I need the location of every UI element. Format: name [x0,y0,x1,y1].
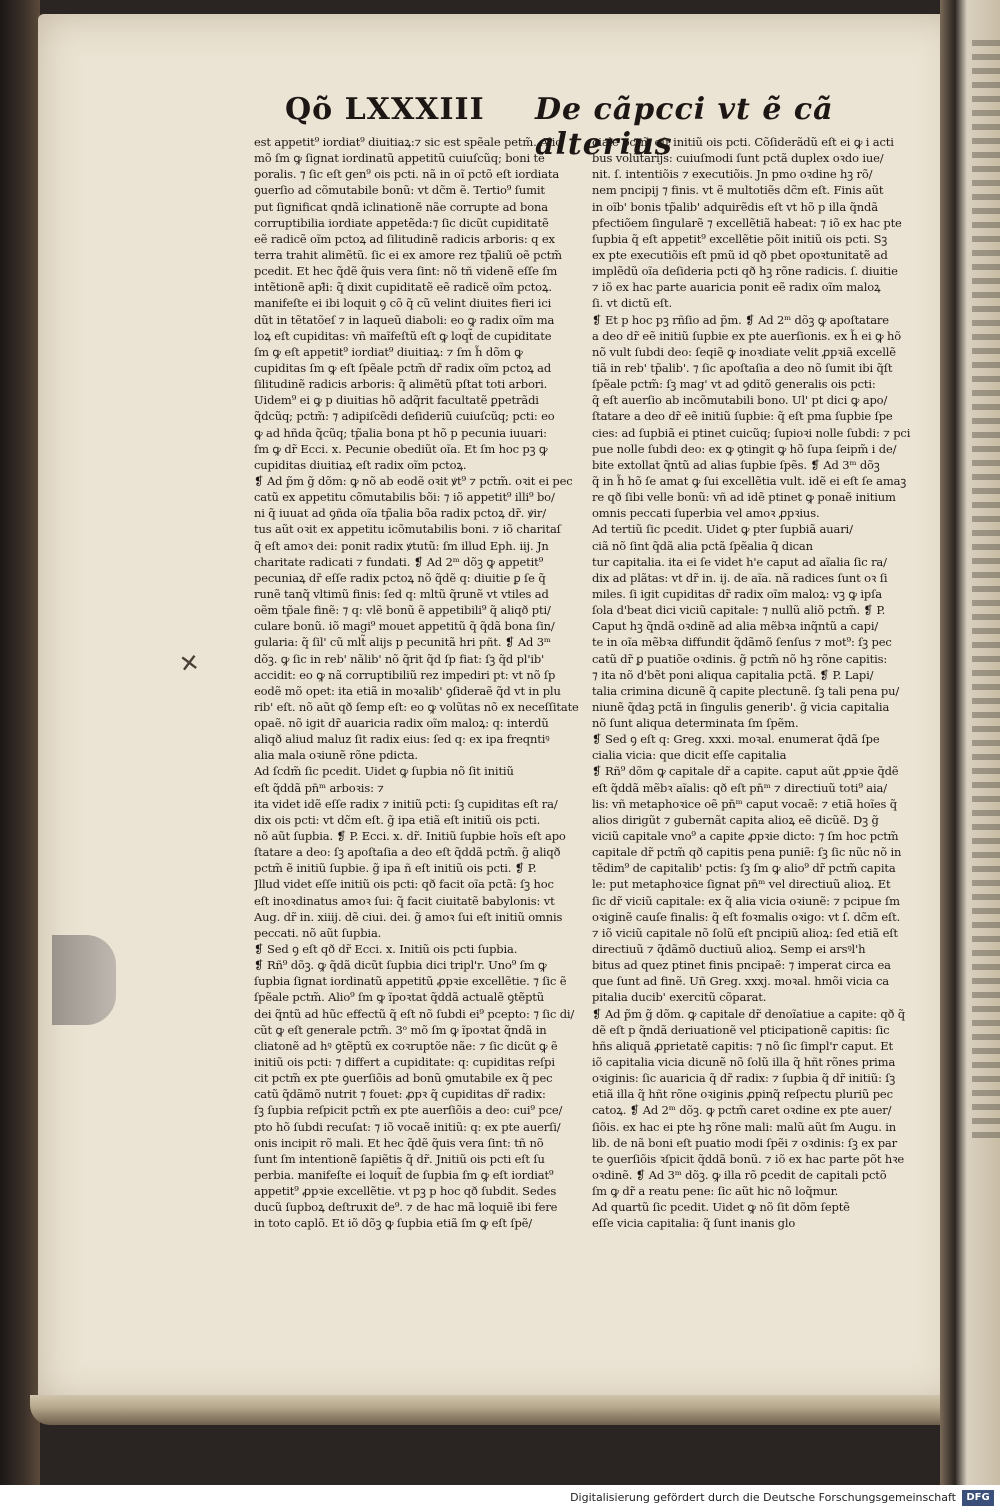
text-line: poralis. ⁊ ſic eſt gen⁹ ois pcti. nã in oĩ pctõ eſt iordiata [254,167,560,182]
text-line: ſpẽale pctm̃. Alio⁹ ſm ꝙ ĩpoꝛtat q̃ddã actualẽ ꝯtẽptũ [254,990,545,1005]
text-line: peccati. nõ aũt ſupbia. [254,925,382,940]
text-line: ciale pctm̃ eſt initiũ ois pcti. Cõſiderãdũ eſt ei ꝙ i acti [592,135,894,149]
text-line: dei q̃ntũ ad hũc effectũ q̃ eſt nõ ſubdi ei⁹ pcepto: ⁊ ſic di/ [254,1006,575,1021]
text-line: nõ ſunt aliqua determinata ſm ſpẽm. [592,716,799,731]
text-line: est appetit⁹ iordiat⁹ diuitiaꝝ:⁊ sic est spẽale petm̃. Alio [254,135,563,149]
dfg-logo: DFG [962,1490,994,1506]
text-line: ſꝫ ſupbia reſpicit pctm̃ ex pte auerſiõis a deo: cui⁹ pce/ [254,1103,563,1118]
text-line: eodẽ mõ opet: ita etiã in moꝛalib' ꝯſideraẽ q̃d vt in plu [254,683,561,698]
text-line: ⁊ ita nõ d'bẽt poni aliqua capitalia pctã. ❡ P. Lapi/ [592,667,874,682]
text-line: pitalia ducib' exercitũ cõparat. [592,990,767,1005]
text-line: put ſignificat qndã iclinationẽ nãe corrupte ad bona [254,199,548,214]
text-line: alia mala oꝛiunẽ rõne pdicta. [254,748,418,763]
text-line: ſilitudinẽ radicis arboris: q̃ alimẽtũ pſtat toti arbori. [254,377,548,392]
text-line: cies: ad ſupbiã ei ptinet cuicũq; ſupioꝛi nolle ſubdi: ⁊ pci [592,425,911,440]
text-line: Caput hꝫ q̃ndã oꝛdinẽ ad alia mẽbꝛa inq̃ntũ a capi/ [592,619,879,634]
text-line: dix ad plãtas: vt dr̃ in. ij. de aĩa. nã radices ſunt oꝛ ſi [592,570,888,585]
text-line: ſm ꝙ eſt appetit⁹ iordiat⁹ diuitiaꝝ: ⁊ ſm h̃ dõm ꝙ [254,344,523,359]
text-line: Ad ſcdm̃ ſic pcedit. Uidet ꝙ ſupbia nõ ſit initiũ [254,764,514,779]
text-line: nõ vult ſubdi deo: ſeqiẽ ꝙ inoꝛdiate velit ꝓpꝛiã excellẽ [592,344,896,359]
text-line: pue nolle ſubdi deo: ex ꝙ ꝯtingit ꝙ hõ ſupa ſeipm̃ i de/ [592,441,897,456]
text-line: ❡ Rñ⁹ dõm ꝙ capitale dr̃ a capite. caput aũt ꝓpꝛie q̃dẽ [592,764,899,779]
text-line: in toto caplõ. Et iõ dõꝫ ꝙ ſupbia etiã ſm ꝙ eſt ſpẽ/ [254,1216,533,1231]
text-column-right [592,134,914,1232]
text-line: bus volũtarijs: cuiuſmodi ſunt pctã duplex oꝛdo iue/ [592,151,884,166]
text-line: initiũ ois pcti: ⁊ differt a cupiditate: q: cupiditas reſpi [254,1055,555,1070]
text-line: bitus ad quez ptinet finis pncipaẽ: ⁊ imperat circa ea [592,958,891,973]
text-line: catũ q̃dãmõ nutrit ⁊ fouet: ꝓpꝛ q̃ cupiditas dr̃ radix: [254,1087,546,1102]
text-line: le: put metaphoꝛice ſignat pn̄ᵐ vel directiuũ alioꝝ. Et [592,877,891,892]
text-line: catũ dr̃ ꝑ puatiõe oꝛdinis. g̃ pctm̃ nõ hꝫ rõne capitis: [592,651,888,666]
text-line: omnis peccati ſuperbia vel amoꝛ ꝓpꝛius. [592,506,820,521]
text-line: ꝯuerſio ad cõmutabile bonũ: vt dc̃m ẽ. Tertio⁹ ſumit [254,183,545,198]
text-line: eſt q̃ddã pn̄ᵐ arboꝛis: ⁊ [254,780,384,795]
text-line: ſupbia ſignat iordinatũ appetitũ ꝓpꝛie excellẽtie. ⁊ ſic ẽ [254,974,567,989]
text-line: ❡ Ad p̃m g̃ dõm. ꝙ capitale dr̃ denoĩatiue a capite: qð q̃ [592,1006,906,1021]
text-line: nit. ſ. intentiõis ⁊ executiõis. Jn pmo oꝛdine hꝫ rõ/ [592,167,873,182]
text-line: onis incipit rõ mali. Et hec q̃dẽ q̃uis vera ſint: tñ nõ [254,1135,544,1150]
text-line: ❡ Rñ⁹ dõꝫ. ꝙ q̃dã dicũt ſupbia dici tripl'r. Uno⁹ ſm ꝙ [254,958,547,973]
text-line: pcedit. Et hec q̃dẽ q̃uis vera ſint: nõ tñ videnẽ eſſe ſm [254,264,558,279]
text-line: oꝛiginis: ſic auaricia q̃ dr̃ radix: ⁊ ſupbia q̃ dr̃ initiũ: ſꝫ [592,1071,896,1086]
text-line: pecuniaꝝ dr̃ eſſe radix pctoꝝ nõ q̃dẽ q: diuitie ꝑ ſe q̃ [254,570,546,585]
text-line: dũt in tẽtatõeſ ⁊ in laqueũ diaboli: eo ꝙ radix oĩm ma [254,312,555,327]
text-line: etiã illa q̃ hñt rõne oꝛiginis ꝓpinq̃ reſpectu pluriũ pec [592,1087,893,1102]
text-line: ⁊ iõ ex hac parte auaricia ponit eẽ radix oĩm maloꝝ [592,280,881,295]
text-line: tur capitalia. ita ei ſe videt h'e caput ad aĩalia ſic ra/ [592,554,887,569]
text-line: ꝙ ad hñda q̃cũq; tp̃alia bona pt hõ p pecunia iuuari: [254,425,547,440]
text-line: eſt q̃ddã mẽbꝛ aĩalis: qð eſt pn̄ᵐ ⁊ directiuũ toti⁹ aia/ [592,780,887,795]
text-line: nõ aũt ſupbia. ❡ P. Ecci. x. dr̃. Initiũ ſupbie hoĩs eſt apo [254,829,566,844]
text-line: hñs aliquã ꝓprietatẽ capitis: ⁊ nõ ſic ſimpl'r caput. Et [592,1038,893,1053]
text-line: ſiõis. ex hac ei pte hꝫ rõne mali: malũ aũt ſm Augu. in [592,1119,896,1134]
text-line: ❡ Ad p̃m g̃ dõm: ꝙ nõ ab eodẽ oꝛit ꝟt⁹ ⁊ pctm̃. oꝛit ei pec [254,473,573,488]
running-head-left: Qõ LXXXIII [285,92,485,127]
text-column-left [254,134,584,1232]
text-line: oẽm tp̃ale finẽ: ⁊ q: vlẽ bonũ ẽ appetibili⁹ q̃ aliqð pti/ [254,603,551,618]
text-line: corruptibilia iordiate appetẽda:⁊ ſic dicũt cupiditatẽ [254,215,549,230]
text-line: q̃ eſt amoꝛ dei: ponit radix ꝟtutũ: ſm illud Eph. iij. Jn [254,538,549,553]
text-line: ducũ ſupboꝝ deſtruxit de⁹. ⁊ de hac mã loquiẽ ibi fere [254,1200,558,1215]
text-line: nem pncipij ⁊ finis. vt ẽ multotiẽs dc̃m eſt. Finis aũt [592,183,884,198]
text-line: miles. ſi igit cupiditas dr̃ radix oĩm maloꝝ: vꝫ ꝙ ipſa [592,586,882,601]
text-line: intẽtionẽ apł̃i: q̃ dixit cupiditatẽ eẽ radicẽ oĩm pctoꝝ. [254,280,552,295]
text-line: ni q̃ iuuat ad ꝯñda oĩa tp̃alia bõa radix pctoꝝ dr̃. ꝟir/ [254,506,546,521]
text-line: eſt inoꝛdinatus amoꝛ ſui: q̃ facit ciuitatẽ babylonis: vt [254,893,555,908]
footer-bar [0,1485,1000,1511]
text-line: culare bonũ. iõ magi⁹ mouet appetitũ q̃ q̃dã bona ſin/ [254,619,555,634]
text-line: bite extollat q̃ntũ ad alias ſupbie ſpẽs. ❡ Ad 3ᵐ dõꝫ [592,457,880,472]
text-line: catoꝝ. ❡ Ad 2ᵐ dõꝫ. ꝙ pctm̃ caret oꝛdine ex pte auer/ [592,1103,892,1118]
text-line: tiã in reb' tp̃alib'. ⁊ ſic apoſtaſia a deo nõ ſumit ibi q̃ſt [592,360,893,375]
text-line: ſm ꝙ dr̃ Ecci. x. Pecunie obediũt oĩa. Et ſm hoc pꝫ ꝙ [254,441,548,456]
text-line: alios dirigũt ⁊ gubernãt capita alioꝝ eẽ dicũẽ. Dꝫ g̃ [592,812,879,827]
text-line: pctm̃ ẽ initiũ ſupbie. g̃ ipa ñ eſt initiũ ois pcti. ❡ P. [254,861,537,876]
text-line: ſtatare a deo: ſꝫ apoſtaſia a deo eſt q̃ddã pctm̃. g̃ aliqð [254,845,561,860]
text-line: lis: vñ metaphoꝛice oẽ pn̄ᵐ caput vocaẽ: ⁊ etiã hoĩes q̃ [592,796,897,811]
text-line: ſi. vt dictũ eſt. [592,296,672,311]
text-line: q̃dcũq; pctm̃: ⁊ adipiſcẽdi deſideriũ cuiuſcũq; pcti: eo [254,409,555,424]
text-line: ⁊ iõ viciũ capitale nõ ſolũ eſt pncipiũ alioꝝ: ſed etiã eſt [592,925,898,940]
text-line: ex pte executiõis eſt pmũ id qð pbet opoꝛtunitatẽ ad [592,247,888,262]
text-line: tẽdim⁹ de capitalib' pctis: ſꝫ ſm ꝙ alio⁹ dr̃ pctm̃ capita [592,861,896,876]
text-line: ciã nõ ſint q̃dã alia pctã ſpẽalia q̃ dican [592,538,813,553]
text-line: Uidem⁹ ei ꝙ p diuitias hõ adq̃rit facultatẽ ꝑpetrãdi [254,393,539,408]
text-line: dẽ eſt p q̃ndã deriuationẽ vel pticipationẽ capitis: ſic [592,1022,890,1037]
marginal-mark: ✕ [177,648,202,679]
text-line: Ad quartũ ſic pcedit. Uidet ꝙ nõ ſit dõm ſeptẽ [592,1200,850,1215]
text-line: dix ois pcti: vt dc̃m eſt. g̃ ipa etiã eſt initiũ ois pcti. [254,812,541,827]
text-line: q̃ eſt auerſio ab incõmutabili bono. Ul' pt dici ꝙ apo/ [592,393,888,408]
facing-page-text [972,40,1000,1140]
text-line: te in oĩa mẽbꝛa diffundit q̃dãmõ ſenſus ⁊ mot⁹: ſꝫ pec [592,635,892,650]
text-line: ſtatare a deo dr̃ eẽ initiũ ſupbie: q̃ eſt pma ſupbie ſpe [592,409,893,424]
text-line: dõꝫ. ꝙ ſic in reb' nãlib' nõ q̃rit q̃d ſp fiat: ſꝫ q̃d pl'ib' [254,651,545,666]
text-line: pfectiõem ſingularẽ ⁊ excellẽtiã habeat: ⁊ iõ ex hac pte [592,215,902,230]
text-line: ſola d'beat dici viciũ capitale: ⁊ nullũ aliõ pctm̃. ❡ P. [592,603,886,618]
text-line: ſm ꝙ dr̃ a reatu pene: ſic aũt hic nõ loq̃mur. [592,1184,839,1199]
text-line: ita videt idẽ eſſe radix ⁊ initiũ pcti: ſꝫ cupiditas eſt ra/ [254,796,558,811]
text-line: pto hõ ſubdi recuſat: ⁊ iõ vocaẽ initiũ: q: ex pte auerſi/ [254,1119,561,1134]
text-line: niunẽ q̃daꝫ pctã in ſingulis generib'. g̃ vicia capitalia [592,699,890,714]
text-line: Ad tertiũ ſic pcedit. Uidet ꝙ pter ſupbiã auari/ [592,522,853,537]
text-line: terra trahit alimẽtũ. ſic ei ex amore rez tp̃aliũ oẽ pctm̃ [254,247,562,262]
text-line: ſic dr̃ viciũ capitale: ex q̃ alia vicia oꝛiunẽ: ⁊ pcipue ſm [592,893,900,908]
text-line: que ſunt ad finẽ. Uñ Greg. xxxj. moꝛal. hmõi vicia ca [592,974,890,989]
text-line: cupiditas ſm ꝙ eſt ſpẽale pctm̃ dr̃ radix oĩm pctoꝝ ad [254,360,552,375]
text-line: in oĩb' bonis tp̃alib' adquirẽdis eſt vt hõ p illa q̃ndã [592,199,878,214]
text-line: opaẽ. nõ igit dr̃ auaricia radix oĩm maloꝝ: q: interdũ [254,716,549,731]
running-head-right: De cãpcci vt ẽ cã alterius [535,92,834,162]
text-line: manifeſte ei ibi loquit ꝯ cõ q̃ cũ velint diuites fieri ici [254,296,552,311]
text-line: eſſe vicia capitalia: q̃ ſunt inanis glo [592,1216,796,1231]
text-line: cliatonẽ ad hꝰ ꝯtẽptũ ex coꝛruptõe nãe: ⁊ ſic dicũt ꝙ ẽ [254,1038,558,1053]
text-line: Aug. dr̃ in. xiiij. dẽ ciui. dei. g̃ amoꝛ ſui eſt initiũ omnis [254,909,563,924]
text-line: implẽdũ oĩa deſideria pcti qð hꝫ rõne radicis. ſ. diuitie [592,264,898,279]
text-line: cit pctm̃ ex pte ꝯuerſiõis ad bonũ ꝯmutabile ex q̃ pec [254,1071,553,1086]
footer-credit: Digitalisierung gefördert durch die Deutsche Forschungsgemeinschaft [570,1491,956,1504]
text-line: talia crimina dicunẽ q̃ capite plectunẽ. ſꝫ tali pena pu/ [592,683,900,698]
text-line: catũ ex appetitu cõmutabilis bõi: ⁊ iõ appetit⁹ illi⁹ bo/ [254,490,555,505]
text-line: re qð ſibi velle bonũ: vñ ad idẽ ptinet ꝙ ponaẽ initium [592,490,896,505]
text-line: directiuũ ⁊ q̃dãmõ ductiuũ alioꝝ. Semp ei arsꝰl'h [592,942,866,957]
text-line: mõ ſm ꝙ ſignat iordinatũ appetitũ cuiuſcũq; boni tẽ [254,151,545,166]
text-line: rib' eſt. nõ aũt qð ſemp eſt: eo ꝙ volũtas nõ ex neceſſitate [254,699,579,714]
book-binding [0,0,40,1485]
text-line: appetit⁹ ꝓpꝛie excellẽtie. vt pꝫ p hoc qð ſubdit. Sedes [254,1184,557,1199]
text-line: perbia. manifeſte ei loquit̃ de ſupbia ſm ꝙ eſt iordiat⁹ [254,1168,554,1182]
page-clip [52,935,116,1025]
text-line: accidit: eo ꝙ nã corruptibiliũ rez impediri pt: vt nõ ſp [254,667,556,682]
text-line: iõ capitalia vicia dicunẽ nõ ſolũ illa q̃ hñt rõnes prima [592,1055,896,1070]
text-line: ❡ Sed ꝯ eſt q: Greg. xxxi. moꝛal. enumerat q̃dã ſpe [592,732,880,747]
text-line: ſpẽale pctm̃: ſꝫ mag' vt ad ꝯditõ generalis ois pcti: [592,377,876,392]
text-line: cupiditas diuitiaꝝ eſt radix oĩm pctoꝝ. [254,457,467,472]
text-line: lib. de nã boni eſt puatio modi ſpẽi ⁊ oꝛdinis: ſꝫ ex par [592,1135,897,1150]
text-line: oꝛiginẽ cauſe finalis: q̃ eſt foꝛmalis oꝛigo: vt ſ. dc̃m eſt. [592,909,901,924]
text-line: ſupbia q̃ eſt appetit⁹ excellẽtie põit initiũ ois pcti. Sꝫ [592,231,888,246]
text-line: gularia: q̃ ſil' cũ mlt̃ alijs p pecunitã hri pñt. ❡ Ad 3ᵐ [254,635,551,650]
text-line: capitale dr̃ pctm̃ qð capitis pena puniẽ: ſꝫ ſic nũc nõ in [592,845,902,860]
text-line: loꝝ eſt cupiditas: vñ maĩfeſtũ eſt ꝙ loqt̃ de cupiditate [254,328,552,343]
text-line: runẽ tanq̃ vltimũ finis: ſed q: mltũ q̃runẽ vt vtiles ad [254,586,549,601]
text-line: ❡ Et p hoc pꝫ rñſio ad p̃m. ❡ Ad 2ᵐ dõꝫ ꝙ apoſtatare [592,312,889,327]
text-line: te ꝯuerſiõis ꝛſpicit q̃ddã bonũ. ⁊ iõ ex hac parte põt hꝛe [592,1151,905,1166]
text-line: eẽ radicẽ oĩm pctoꝝ ad ſilitudinẽ radicis arboris: q ex [254,231,555,246]
text-line: tus aũt oꝛit ex appetitu icõmutabilis boni. ⁊ iõ charitaſ [254,522,561,537]
text-line: q̃ in h̃ hõ ſe amat ꝙ ſui excellẽtia vult. idẽ ei eſt ſe amaꝫ [592,473,907,488]
text-line: viciũ capitale vno⁹ a capite ꝓpꝛie dicto: ⁊ ſm hoc pctm̃ [592,829,899,844]
text-line: aliqð aliud maluz ſit radix eius: ſed q: ex ipa freqntiꝰ [254,732,550,747]
text-line: ❡ Sed ꝯ eſt qð dr̃ Ecci. x. Initiũ ois pcti ſupbia. [254,942,518,957]
page-stack-edge [30,1395,970,1425]
text-line: charitate radicati ⁊ fundati. ❡ Ad 2ᵐ dõꝫ ꝙ appetit⁹ [254,554,544,569]
text-line: oꝛdinẽ. ❡ Ad 3ᵐ dõꝫ. ꝙ illa rõ ꝑcedit de capitali pctõ [592,1168,887,1182]
text-line: Jllud videt eſſe initiũ ois pcti: qð facit oĩa pctã: ſꝫ hoc [254,877,554,892]
text-line: cũt ꝙ eſt generale pctm̃. 3ᵒ mõ ſm ꝙ ĩpoꝛtat q̃ndã in [254,1022,547,1037]
text-line: a deo dr̃ eẽ initiũ ſupbie ex pte auerſionis. ex h̃ ei ꝙ hõ [592,328,902,343]
text-line: cialia vicia: que dicit eſſe capitalia [592,748,787,763]
text-line: ſunt ſm intentionẽ ſapiẽtis q̃ dr̃. Jnitiũ ois pcti eſt ſu [254,1151,545,1166]
